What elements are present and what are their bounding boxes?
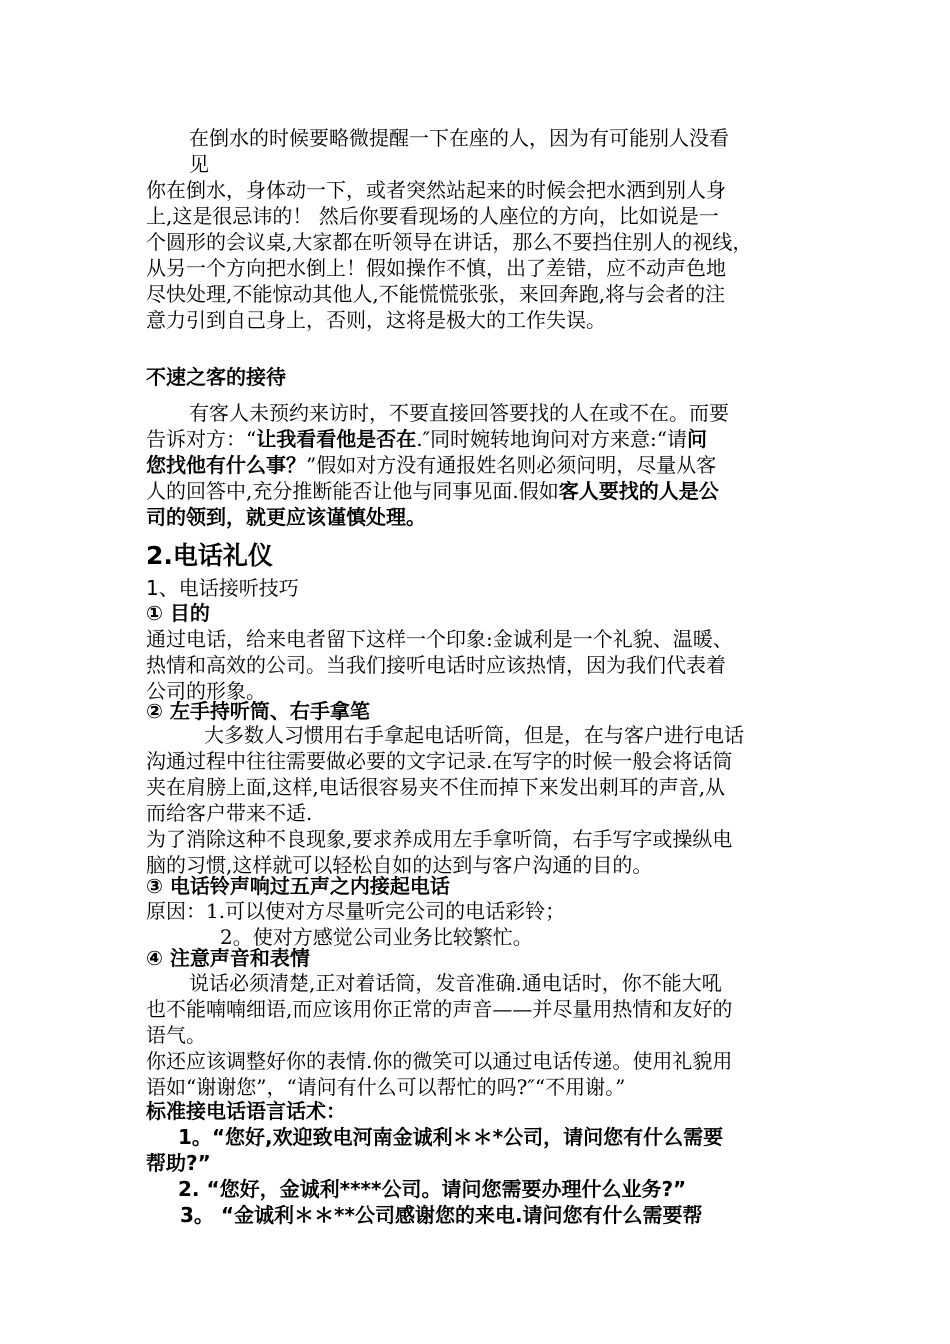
point-3-line-1: 原因：1.可以使对方尽量听完公司的电话彩铃； xyxy=(146,899,566,923)
point-3-title: ③ 电话铃声响过五声之内接起电话 xyxy=(146,874,450,898)
intro-line-4: 上,这是很忌讳的！ 然后你要看现场的人座位的方向，比如说是一 xyxy=(146,204,719,228)
point-4-line-3: 语气。 xyxy=(146,1023,206,1047)
point-4-line-2: 也不能喃喃细语,而应该用你正常的声音——并尽量用热情和友好的 xyxy=(146,997,733,1021)
uninvited-line-5: 司的领到，就更应该谨慎处理。 xyxy=(146,505,426,529)
script-line-1: 1。“您好,欢迎致电河南金诚利＊＊*公司，请问您有什么需要 xyxy=(178,1125,724,1149)
script-line-4: 3。 “金诚利＊＊**公司感谢您的来电.请问您有什么需要帮 xyxy=(180,1203,703,1227)
intro-line-5: 个圆形的会议桌,大家都在听领导在讲话，那么不要挡住别人的视线， xyxy=(146,230,753,254)
point-3-line-2: 2。使对方感觉公司业务比较繁忙。 xyxy=(220,925,533,949)
point-2-line-4: 而给客户带来不适. xyxy=(146,801,313,825)
intro-line-3: 你在倒水，身体动一下，或者突然站起来的时候会把水洒到别人身 xyxy=(146,178,726,202)
text-run: 告诉对方：“ xyxy=(146,427,257,451)
intro-line-2: 见 xyxy=(189,152,209,176)
subsection-title: 1、电话接听技巧 xyxy=(146,576,299,600)
point-4-line-1: 说话必须清楚,正对着话筒，发音准确.通电话时，你不能大吼 xyxy=(189,971,722,995)
script-line-3: 2. “您好，金诚利****公司。请问您需要办理什么业务?” xyxy=(178,1177,687,1201)
uninvited-line-2 xyxy=(146,426,707,452)
point-1-line-1: 通过电话，给来电者留下这样一个印象:金诚利是一个礼貌、温暖、 xyxy=(146,627,733,651)
point-4-line-5: 语如“谢谢您”，“请问有什么可以帮忙的吗?″“不用谢。” xyxy=(146,1075,626,1099)
bold-text-run: 客人要找的人是公 xyxy=(558,479,719,503)
bold-text-run: 您找他有什么事？ xyxy=(146,453,306,477)
intro-line-7: 尽快处理,不能惊动其他人,不能慌慌张张，来回奔跑,将与会者的注 xyxy=(146,282,726,306)
point-4-title: ④ 注意声音和表情 xyxy=(146,946,310,970)
uninvited-line-3 xyxy=(146,452,716,478)
point-2-line-1: 大多数人习惯用右手拿起电话听筒，但是，在与客户进行电话 xyxy=(204,723,744,747)
point-2-line-6: 脑的习惯,这样就可以轻松自如的达到与客户沟通的目的。 xyxy=(146,853,653,877)
uninvited-line-1: 有客人未预约来访时，不要直接回答要找的人在或不在。而要 xyxy=(189,401,729,425)
point-2-line-3: 夹在肩膀上面,这样,电话很容易夹不住而掉下来发出刺耳的声音,从 xyxy=(146,775,726,799)
intro-line-8: 意力引到自己身上，否则，这将是极大的工作失误。 xyxy=(146,308,606,332)
section-heading-uninvited: 不速之客的接待 xyxy=(146,365,286,389)
point-1-title: ① 目的 xyxy=(146,601,210,625)
bold-text-run: 让我看看他是否在 xyxy=(256,427,417,451)
point-2-title: ② 左手持听筒、右手拿笔 xyxy=(146,699,370,723)
point-1-line-2: 热情和高效的公司。当我们接听电话时应该热情，因为我们代表着 xyxy=(146,653,726,677)
point-2-line-2: 沟通过程中往往需要做必要的文字记录.在写字的时候一般会将话筒 xyxy=(146,749,733,773)
point-2-line-5: 为了消除这种不良现象,要求养成用左手拿听筒，右手写字或操纵电 xyxy=(146,827,733,851)
point-4-line-4: 你还应该调整好你的表情.你的微笑可以通过电话传递。使用礼貌用 xyxy=(146,1049,733,1073)
script-title: 标准接电话语言话术： xyxy=(146,1099,346,1123)
point-1-line-3: 公司的形象。 xyxy=(146,679,266,703)
section-heading-phone-etiquette: 2.电话礼仪 xyxy=(146,541,273,570)
text-run: 人的回答中,充分推断能否让他与同事见面.假如 xyxy=(146,479,559,503)
text-run: ”假如对方没有通报姓名则必须问明，尽量从客 xyxy=(306,453,717,477)
script-line-2: 帮助?” xyxy=(146,1151,211,1175)
uninvited-line-4 xyxy=(146,478,719,504)
intro-line-1: 在倒水的时候要略微提醒一下在座的人，因为有可能别人没看 xyxy=(189,126,729,150)
bold-text-run: 问 xyxy=(687,427,708,451)
intro-line-6: 从另一个方向把水倒上！假如操作不慎，出了差错，应不动声色地 xyxy=(146,256,726,280)
text-run: .″同时婉转地询问对方来意:“请 xyxy=(416,427,688,451)
